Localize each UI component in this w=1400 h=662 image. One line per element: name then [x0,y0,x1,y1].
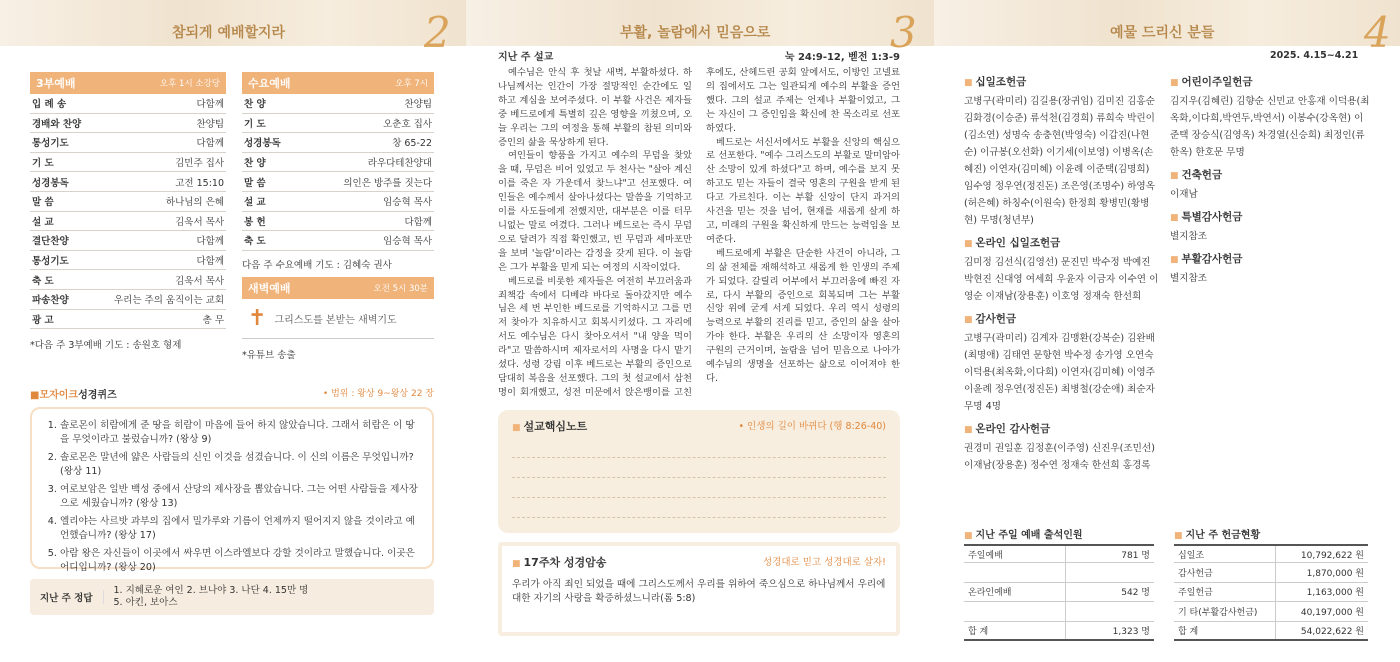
row-value: 다함께 [196,138,224,150]
dawn-title: 새벽예배 [248,281,291,295]
stat-label: 주일헌금 [1178,583,1276,601]
dawn-note: *유튜브 송출 [242,349,296,361]
stat-row [964,583,1154,602]
dawn-header [242,277,434,299]
row-label: 기 도 [244,118,266,130]
schedule-row [242,172,434,192]
service3-rows [30,94,226,329]
offering-group-name: 특별감사헌금 [1181,211,1243,223]
wednesday-title: 수요예배 [248,77,291,90]
schedule-row [242,94,434,114]
offering-names: 별지참조 [1170,273,1208,284]
service3-header [30,72,226,94]
row-value: 다함께 [196,99,224,111]
row-value: 찬양팀 [404,99,432,111]
schedule-row [30,310,226,330]
schedule-row [242,192,434,212]
row-label: 입 례 송 [32,99,67,111]
service3-time: 오후 1시 소강당 [159,79,220,89]
row-value: 찬양팀 [196,118,224,130]
schedule-row [30,270,226,290]
stat-row [1174,622,1368,641]
stat-value: 1,323 명 [1112,626,1150,637]
row-value: 하나님의 은혜 [165,197,224,209]
schedule-row [242,133,434,153]
quiz-mark: ■모자이크 [30,390,79,401]
bible-quiz [30,386,434,615]
wednesday-header [242,72,434,94]
quiz-item: 2. 솔로몬은 말년에 얇은 사람들의 신인 이것을 섬겼습니다. 이 신의 이름은 무엇입니까? (왕상 11) [60,451,420,479]
stat-value: 10,792,622 원 [1300,550,1364,561]
sermon-paragraph: 베드로는 서신서에서도 부활을 신앙의 핵심으로 선포한다. "예수 그리스도의 부활로 말미암아 산 소망이 있게 하셨다"고 하며, 예수를 보지 못하고도 믿는 자들이 결국 영혼의 구원을 받게 된다고 가르친다. 이는 부활 신앙이 단지 과거의 사건을 믿는 것을 넘어, 현재를 새롭게 살게 하고, 미래의 구원을 확신하게 만드는 능력임을 보여준다. [706,136,900,245]
offering-group-name: 감사헌금 [975,313,1017,325]
sermon-header [498,48,900,63]
square-icon: ■ [964,425,973,435]
offering-group-name: 십일조헌금 [975,76,1027,88]
stat-label [968,602,1066,620]
page2-title: 참되게 예배할지라 [172,25,286,41]
row-label: 통성기도 [32,256,69,268]
stat-label: 십일조 [1178,546,1276,562]
row-label: 축 도 [32,275,54,287]
square-icon: ■ [964,78,973,88]
offering-group-title [964,311,1160,329]
wednesday-panel [242,72,434,361]
stat-value: 781 명 [1121,550,1150,561]
schedule-row [30,94,226,114]
square-icon: ■ [964,239,973,249]
offering-group-name: 온라인 감사헌금 [975,423,1051,435]
square-icon: ■ [1170,171,1179,181]
offering-group-title [1170,251,1370,269]
row-value: 임승혁 목사 [383,197,432,209]
offering-group-title [964,74,1160,92]
note-line[interactable] [512,498,886,518]
row-value: 다함께 [196,236,224,248]
quiz-item: 3. 여로보암은 일반 백성 중에서 산당의 제사장을 뽑았습니다. 그는 어떤 사람들을 제사장으로 세웠습니까? (왕상 13) [60,483,420,511]
offering-group-title [1170,167,1370,185]
sermon-paragraph: 예수님은 안식 후 첫날 새벽, 부활하셨다. 하나님께서는 인간이 가장 절망적인 순간에도 일하고 계심을 보여주셨다. 이 부활 사건은 제자들 중 베드로에게 특별히 깊은 영향을 끼쳤으며, 오늘 우리는 그의 여정을 통해 부활의 참된 의미와 증인의 삶을 묵상하게 된다. [498,67,692,148]
service3-title: 3부예배 [36,77,76,90]
schedule-row [30,192,226,212]
stat-label: 기 타(부활감사헌금) [1178,602,1276,620]
offering-names: 이재남 [1170,189,1198,200]
memory-text: 우리가 아직 죄인 되었을 때에 그리스도께서 우리를 위하여 죽으심으로 하나님께서 우리에 대한 자기의 사랑을 확증하셨느니라(롬 5:8) [512,579,886,604]
dawn-banner-text: 그리스도를 본받는 새벽기도 [274,314,397,326]
square-icon: ■ [1170,78,1179,88]
row-label: 설 교 [244,197,266,209]
schedule-row [30,133,226,153]
note-line[interactable] [512,438,886,458]
schedule-row [242,231,434,251]
quiz-range: • 범위 : 왕상 9~왕상 22 장 [322,389,434,399]
page2-number: 2 [424,8,451,57]
wednesday-time: 오후 7시 [395,79,428,89]
row-label: 축 도 [244,236,266,248]
stat-label: 합 계 [1178,622,1276,639]
sermon-label: 지난 주 설교 [498,52,554,63]
answer-label: 지난 주 정답 [30,590,104,604]
sermon-note-verse: • 인생의 길이 바뀌다 (행 8:26-40) [738,421,886,432]
memory-header [512,554,886,570]
stat-row [1174,544,1368,563]
page4-title: 예물 드리신 분들 [1110,25,1215,41]
schedule-row [30,231,226,251]
row-label: 광 고 [32,314,54,326]
row-value: 의인은 방주를 짓는다 [343,177,432,189]
offering-names: 고병구(곽미리) 김계자 김맹환(강복순) 김완배(최명애) 김태연 문항현 박수정 송가영 오연숙 이덕용(최옥화,이다희) 이연자(김미혜) 이영주 이윤례 정우연(정진돈) 최병철(강순애) 최순자 무명 4명 [964,333,1155,412]
page3-title: 부활, 놀람에서 믿음으로 [620,25,771,41]
row-value: 우리는 주의 움직이는 교회 [113,295,224,307]
sermon-paragraph: 베드로를 비롯한 제자들은 여전히 부끄러움과 죄책감 속에서 디베랴 바다로 돌아갔지만 예수님은 세 번 부인한 베드로를 기억하시고 그를 먼저 찾아가 치유하시고 회복시키셨다. 그 자리에서도 예수님은 다시 찾아오셔서 "내 양을 먹이라"고 말씀하시며 제자로서의 사명을 다시 맡기셨다. 성령 강림 이후 베드로는 부활의 증인으로 담대히 복음을 선포했다. 그의 첫 설교에서 삼천 명이 회개했고, 성전 미문에서 앉은뱅이를 고친 후에도, 산헤드린 공회 앞에서도, 이방인 고넬료의 집에서도 그는 일관되게 예수의 부활을 증언했다. 그의 설교 주제는 언제나 부활이었고, 그는 자신이 그 증인임을 확신에 찬 목소리로 선포하였다. [498,67,900,398]
row-value: 김민주 집사 [175,158,224,170]
offering-names: 고병구(곽미리) 김길용(장귀임) 김미진 김홍순 김화경(이승준) 류석천(김경희) 류희숙 박린이(김소연) 성명숙 송충현(박영숙) 이갑진(나현순) 이규봉(오선화) 이기세(이보영) 이병옥(손혜진) 이연자(김미혜) 이윤례 이준택(김명희) 임수영 정우연(정진돈) 조은영(조명수) 하영옥(허은혜) 하칭수(이원숙) 한정희 황병민(황병현) 무명(청년부) [964,96,1155,226]
row-label: 찬 양 [244,99,266,111]
square-icon: ■ [512,423,521,433]
stat-label: 합 계 [968,622,1066,639]
memory-verse-box [498,542,900,636]
row-value: 임승혁 목사 [383,236,432,248]
row-value: 김욱서 목사 [175,275,224,287]
stat-label: 감사헌금 [1178,563,1276,581]
stat-row [964,602,1154,621]
schedule-row [30,114,226,134]
answer-values [104,585,309,609]
square-icon: ■ [964,315,973,325]
offering-names: 김지우(김혜린) 김향순 신민교 안홍재 이덕용(최옥화,이다희,박연두,박연서) 이봉수(강옥현) 이준택 장승식(김영옥) 차경열(신승희) 최정인(류한옥) 한호문 무명 [1170,96,1370,158]
offering-group-name: 어린이주일헌금 [1181,76,1253,88]
row-value: 고전 15:10 [175,177,224,189]
wednesday-note: 다음 주 수요예배 기도 : 김혜숙 권사 [242,259,392,271]
row-label: 기 도 [32,158,54,170]
square-icon: ■ [964,531,973,541]
sermon-paragraph: 베드로에게 부활은 단순한 사건이 아니라, 그의 삶 전체를 재해석하고 새롭게 한 인생의 주제가 되었다. 갈릴리 어부에서 부끄러움에 빠진 자로, 다시 부활의 증인으로 회복되며 그는 부활 신앙 위에 굳게 서게 되었다. 우리 역시 성령의 능력으로 부활의 진리를 믿고, 증인의 삶을 살아가야 한다. 부활은 우리의 산 소망이자 영혼의 구원의 근거이며, 놀람을 넘어 믿음으로 나아가 예수님의 생명을 선포하는 삶으로 이어져야 한다. [706,247,900,384]
offerings-left [964,68,1160,474]
quiz-answer [30,579,434,615]
offering-group-name: 건축헌금 [1181,169,1223,181]
wednesday-rows [242,94,434,251]
dawn-banner [242,299,434,339]
sermon-paragraph: 여인들이 향품을 가지고 예수의 무덤을 찾았을 때, 무덤은 비어 있었고 두 천사는 "살아 계신 이를 죽은 자 가운데서 찾느냐"고 선포했다. 여인들은 예수께서 살아나셨다는 말씀을 기억하고 이를 사도들에게 전했지만, 대부분은 이를 터무니없는 말로 여겼다. 그러나 베드로는 즉시 무덤으로 달려가 직접 확인했고, 빈 무덤과 세마포만을 보며 '놀람'이라는 감정을 갖게 된다. 이 놀람은 그가 부활을 믿게 되는 여정의 시작이었다. [498,150,692,273]
quiz-item: 5. 아람 왕은 자신들이 이곳에서 싸우면 이스라엘보다 강할 것이라고 말했습니다. 이곳은 어디입니까? (왕상 20) [60,547,420,575]
row-value: 오춘호 집사 [383,118,432,130]
row-value: 김욱서 목사 [175,216,224,228]
offering-names: 권경미 권일훈 김정훈(이주영) 신진우(조민선) 이재남(장용훈) 정수연 정재숙 한선희 홍경록 [964,443,1155,471]
page4-number: 4 [1364,8,1391,57]
quiz-box [30,407,434,573]
row-value: 창 65-22 [392,138,432,150]
stat-row [964,563,1154,582]
schedule-row [30,212,226,232]
offering-total-table [1174,526,1368,641]
attendance-title: 지난 주일 예배 출석인원 [975,530,1083,541]
schedule-row [30,290,226,310]
schedule-row [242,212,434,232]
stat-row [964,544,1154,563]
memory-slogan: 성경대로 믿고 성경대로 살자! [763,557,886,568]
schedule-row [30,172,226,192]
offering-total-title: 지난 주 헌금현황 [1185,530,1261,541]
note-line[interactable] [512,458,886,478]
row-label: 설 교 [32,216,54,228]
square-icon: ■ [1170,255,1179,265]
stat-value: 542 명 [1121,588,1150,599]
service3-panel [30,72,226,351]
offering-group-name: 온라인 십일조헌금 [975,237,1061,249]
attendance-table [964,526,1154,641]
stat-value: 1,870,000 원 [1306,569,1364,580]
stat-row [1174,563,1368,582]
offering-group-name: 부활감사헌금 [1181,253,1243,265]
memory-title: 17주차 성경암송 [523,556,607,569]
answer-line-2: 5. 아킨, 보아스 [113,597,178,608]
answer-line-1: 1. 지혜로운 여인 2. 브나야 3. 나단 4. 15만 명 [113,585,309,596]
quiz-title: 성경퀴즈 [78,390,117,401]
page3-number: 3 [890,8,917,57]
row-value: 총 무 [202,314,224,326]
stat-row [1174,602,1368,621]
stat-label: 주일예배 [968,546,1066,562]
row-label: 성경봉독 [32,177,69,189]
offering-names: 별지참조 [1170,231,1208,242]
offering-names: 김미정 김선식(김영선) 문진민 박수정 박예진 박현진 신대영 여세희 우윤자 이금자 이수연 이영순 이재남(장용훈) 이호영 정재숙 한선희 [964,257,1159,302]
quiz-header [30,386,434,401]
offering-group-title [1170,209,1370,227]
square-icon: ■ [1170,213,1179,223]
offering-group-title [964,421,1160,439]
row-label: 결단찬양 [32,236,69,248]
schedule-row [30,251,226,271]
stat-value: 1,163,000 원 [1306,588,1364,599]
sermon-note-header [512,418,886,434]
note-line[interactable] [512,478,886,498]
cross-icon: ✝ [248,305,267,331]
offerings-right [1170,68,1370,287]
row-label: 찬 양 [244,158,266,170]
service3-note: *다음 주 3부예배 기도 : 송원호 형제 [30,340,182,352]
sermon-note-box [498,410,900,533]
square-icon: ■ [1174,531,1183,541]
stat-value: 40,197,000 원 [1300,607,1364,618]
row-label: 통성기도 [32,138,69,150]
stat-row [1174,583,1368,602]
row-value: 라우다테찬양대 [367,158,432,170]
stat-row [964,622,1154,641]
row-label: 봉 헌 [244,216,266,228]
schedule-row [242,153,434,173]
row-label: 말 씀 [32,197,54,209]
offering-group-title [1170,74,1370,92]
sermon-body [498,66,900,406]
sermon-reference: 눅 24:9-12, 벧전 1:3-9 [784,52,900,63]
schedule-row [242,114,434,134]
stat-value: 54,022,622 원 [1300,626,1364,637]
quiz-list [44,419,420,575]
row-label: 경배와 찬양 [32,118,82,130]
quiz-item: 1. 솔로몬이 히람에게 준 땅을 히람이 마음에 들어 하지 않았습니다. 그래서 히람은 이 땅을 무엇이라고 불렀습니까? (왕상 9) [60,419,420,447]
stat-label [968,563,1066,581]
offering-group-title [964,235,1160,253]
offering-date: 2025. 4.15~4.21 [1270,50,1359,61]
square-icon: ■ [512,559,521,569]
quiz-item: 4. 엘리야는 사르밧 과부의 집에서 밀가루와 기름이 언제까지 떨어지지 않을 것이라고 예언했습니까? (왕상 17) [60,515,420,543]
sermon-note-title: 설교핵심노트 [523,420,588,433]
row-value: 다함께 [196,256,224,268]
dawn-time: 오전 5시 30분 [373,283,428,294]
stat-label: 온라인예배 [968,583,1066,601]
row-value: 다함께 [404,216,432,228]
row-label: 말 씀 [244,177,266,189]
row-label: 성경봉독 [244,138,281,150]
schedule-row [30,153,226,173]
row-label: 파송찬양 [32,295,69,307]
